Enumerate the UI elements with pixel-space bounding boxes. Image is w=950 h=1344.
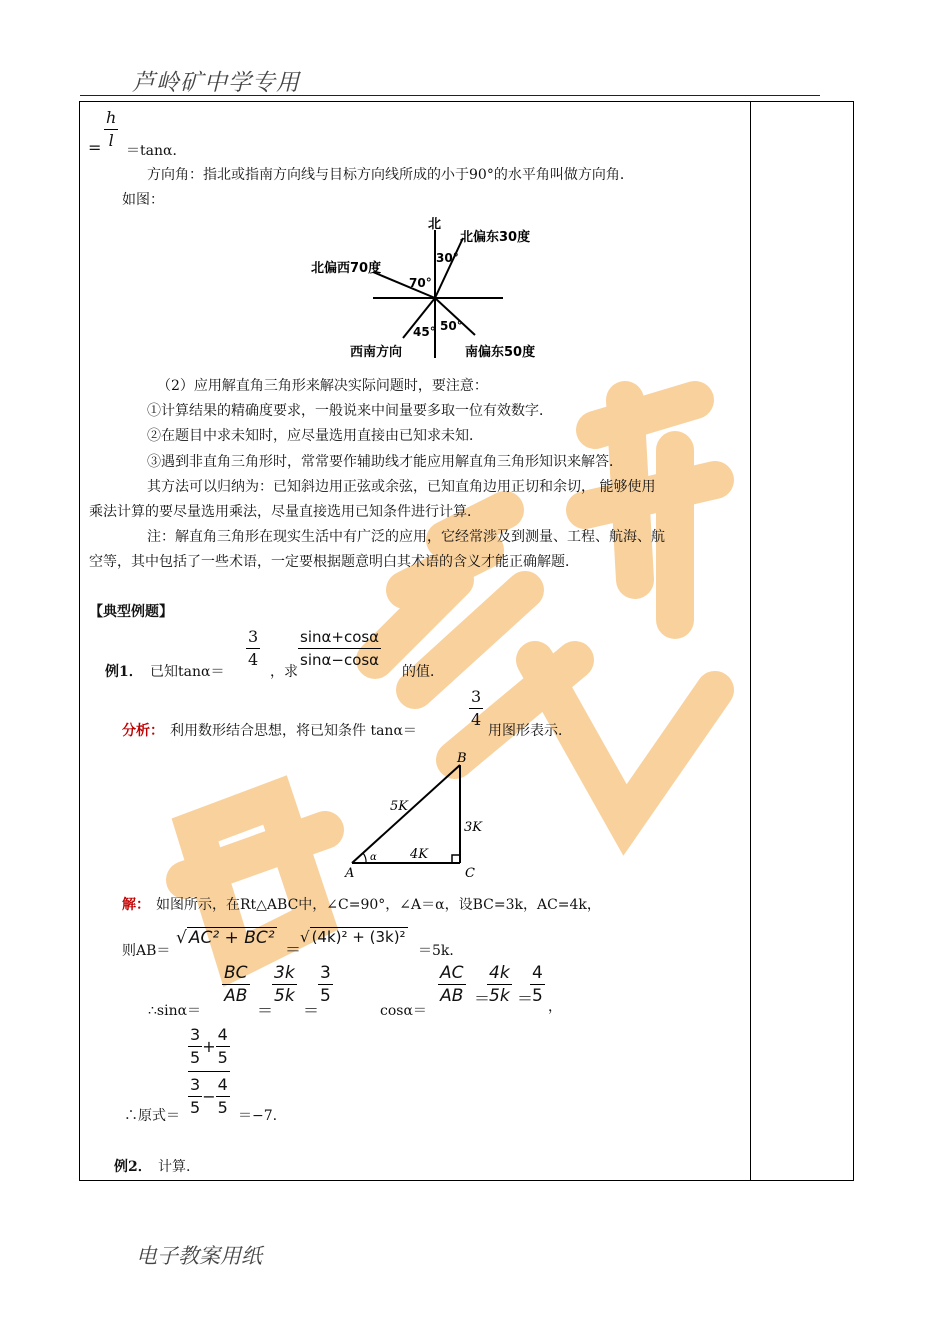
cos-fraction-2 [487, 962, 512, 1007]
frac-numerator: 3 [188, 1024, 202, 1047]
den-frac-1 [188, 1074, 202, 1119]
ab-suffix: ＝5k． [418, 943, 464, 959]
den-frac-2 [216, 1074, 230, 1119]
frac-numerator: 4k [489, 963, 510, 983]
frac-numerator: 3 [246, 626, 260, 649]
vertex-b-label: B [457, 751, 467, 766]
frac-denominator: 5k [489, 986, 510, 1006]
frac-denominator: AB [440, 986, 464, 1006]
frac-numerator: AC [440, 963, 464, 983]
eq-sign-sin-2: ＝ [303, 1001, 320, 1020]
frac-numerator: sinα+cosα [298, 626, 381, 649]
frac-denominator: 5 [190, 1098, 201, 1117]
nw-label: 北偏西70度 [311, 261, 382, 276]
ac-length-label: 4K [410, 847, 428, 862]
ab-prefix: 则AB＝ [122, 943, 171, 959]
frac-denominator: l [108, 131, 114, 150]
section-title: 【典型例题】 [89, 604, 173, 620]
original-expr-prefix: ∴原式＝ [124, 1108, 180, 1124]
frac-denominator: 5 [532, 986, 543, 1006]
alpha-arc [363, 853, 366, 863]
compound-denominator [188, 1072, 230, 1119]
method-line-1: 其方法可以归纳为：已知斜边用正弦或余弦，已知直角边用正切和余切， 能够使用 [147, 479, 656, 495]
num-frac-1 [188, 1024, 202, 1069]
page-header-title: 芦岭矿中学专用 [132, 70, 300, 96]
eq-sign-cos-1: ＝ [474, 989, 491, 1008]
frac-numerator: 3 [469, 686, 483, 709]
vertex-a-label: A [345, 866, 355, 880]
sw-label: 西南方向 [350, 345, 403, 360]
north-label: 北 [428, 217, 442, 232]
angle-70-label: 70° [409, 276, 432, 290]
frac-denominator: AB [224, 986, 248, 1006]
method-line-2: 乘法计算的要尽量选用乘法，尽量直接选用已知条件进行计算． [89, 504, 481, 520]
right-triangle-figure [340, 745, 500, 880]
example-1-text-a: 已知tanα＝ [150, 664, 225, 680]
sqrt-1-content: AC² + BC² [188, 928, 275, 948]
note-line-1: 注：解直角三角形在现实生活中有广泛的应用，它经常涉及到测量、工程、航海、航 [147, 529, 665, 545]
analysis-text-a: 利用数形结合思想，将已知条件 tanα＝ [170, 723, 417, 739]
header-rule [80, 95, 820, 96]
frac-denominator: 4 [248, 650, 259, 669]
frac-denominator: sinα−cosα [300, 651, 380, 669]
angle-30-label: 30° [436, 251, 459, 265]
frac-denominator: 5 [190, 1048, 201, 1067]
ab-length-label: 5K [390, 799, 408, 814]
sqrt-2-content: (4k)² + (3k)² [311, 928, 406, 946]
se-label: 南偏东50度 [465, 345, 536, 360]
compound-fraction [188, 1024, 230, 1119]
table-column-divider [750, 101, 751, 1181]
alpha-label: α [370, 852, 377, 863]
frac-numerator: 3 [320, 963, 331, 983]
solution-text: 如图所示，在Rt△ABC中，∠C=90°，∠A＝α，设BC=3k，AC=4k， [156, 897, 601, 913]
right-angle-mark [452, 855, 460, 863]
ne-label: 北偏东30度 [460, 230, 531, 245]
point-2-text: （2）应用解直角三角形来解决实际问题时，要注意： [157, 378, 488, 394]
angle-50-label: 50° [440, 319, 463, 333]
tan-alpha-text: ＝tanα． [126, 143, 187, 159]
example-1-fraction [246, 626, 260, 671]
cos-fraction-1 [438, 962, 466, 1007]
analysis-label: 分析： [122, 723, 164, 739]
original-expr-result: ＝−7. [238, 1108, 278, 1124]
frac-denominator: 5 [217, 1098, 228, 1117]
eq-sign: ＝ [285, 940, 302, 959]
frac-denominator: 5 [320, 986, 331, 1006]
sin-fraction-1 [222, 962, 250, 1007]
cos-prefix: cosα＝ [380, 1003, 427, 1019]
sin-fraction-3 [318, 962, 333, 1007]
frac-numerator: h [104, 107, 118, 130]
angle-45-label: 45° [413, 325, 436, 339]
analysis-text-b: 用图形表示． [488, 723, 572, 739]
note-item-2: ②在题目中求未知时，应尽量选用直接由已知求未知． [147, 428, 483, 444]
sqrt-expression-2: √ (4k)² + (3k)² [300, 928, 406, 946]
frac-numerator: 4 [532, 963, 543, 983]
eq-prefix: = [88, 138, 102, 157]
example-1-text-b: ，求 [270, 664, 298, 680]
plus-sign: + [202, 1037, 216, 1056]
side-ab [352, 765, 460, 863]
example-1-big-fraction [298, 626, 381, 671]
example-2-text: 计算. [158, 1159, 191, 1175]
num-frac-2 [216, 1024, 230, 1069]
note-item-1: ①计算结果的精确度要求，一般说来中间量要多取一位有效数字． [147, 403, 553, 419]
cos-fraction-3 [530, 962, 545, 1007]
compound-numerator [188, 1024, 230, 1072]
example-2-label: 例2． [114, 1159, 152, 1175]
bc-length-label: 3K [464, 820, 482, 835]
frac-numerator: 3k [274, 963, 295, 983]
note-line-2: 空等，其中包括了一些术语，一定要根据题意明白其术语的含义才能正确解题． [89, 554, 579, 570]
frac-numerator: 3 [188, 1074, 202, 1097]
example-1-label: 例1． [105, 664, 143, 680]
cos-suffix: ， [548, 999, 562, 1015]
frac-denominator: 4 [471, 710, 482, 729]
ne-ray [435, 238, 463, 298]
frac-numerator: 4 [216, 1074, 230, 1097]
analysis-fraction [469, 686, 483, 731]
minus-sign: − [202, 1087, 216, 1106]
note-item-3: ③遇到非直角三角形时，常常要作辅助线才能应用解直角三角形知识来解答． [147, 454, 623, 470]
direction-angle-figure [305, 210, 565, 365]
h-over-l-fraction [104, 107, 118, 152]
sqrt-expression-1: √ AC² + BC² [176, 928, 275, 948]
frac-denominator: 5 [217, 1048, 228, 1067]
sin-fraction-2 [272, 962, 297, 1007]
vertex-c-label: C [465, 866, 475, 880]
eq-sign-sin-1: ＝ [257, 1001, 274, 1020]
page-footer-text: 电子教案用纸 [136, 1244, 262, 1268]
as-figure-label: 如图： [122, 192, 164, 208]
frac-numerator: 4 [216, 1024, 230, 1047]
eq-sign-cos-2: ＝ [517, 989, 534, 1008]
direction-angle-definition: 方向角：指北或指南方向线与目标方向线所成的小于90°的水平角叫做方向角． [147, 167, 634, 183]
solution-label: 解： [122, 897, 150, 913]
frac-denominator: 5k [274, 986, 295, 1006]
example-1-text-c: 的值． [402, 664, 444, 680]
frac-numerator: BC [224, 963, 248, 983]
sin-prefix: ∴sinα＝ [148, 1003, 202, 1019]
